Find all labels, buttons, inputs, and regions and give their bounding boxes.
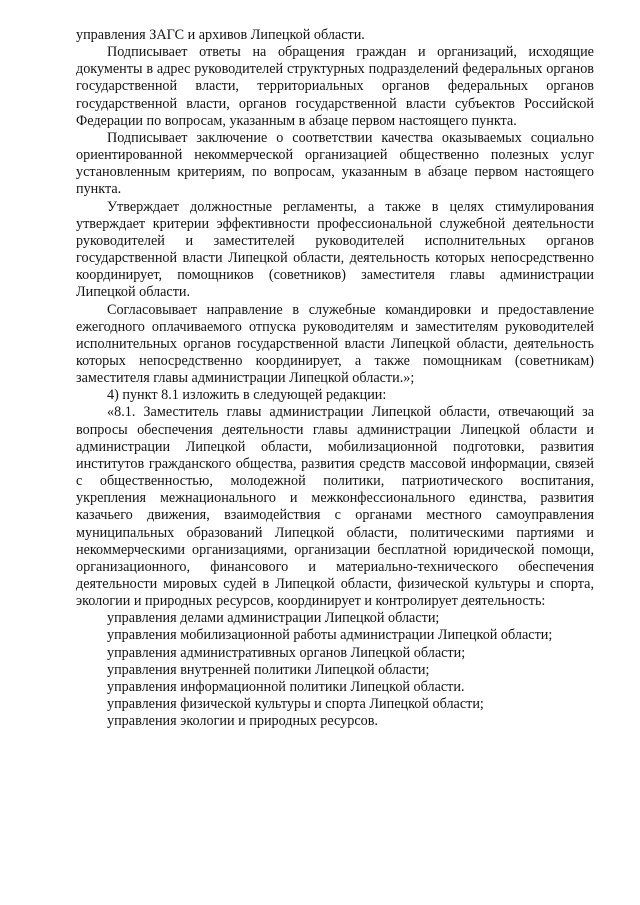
- list-item: управления внутренней политики Липецкой области;: [107, 661, 430, 678]
- paragraph-approve-trips: Согласовывает направление в служебные командировки и предоставление ежегодного оплачиваемого отпуска руководителям и заместителям руководителей исполнительных органов государственной власти Липецкой области, деятельность которых непосредственно координирует, а также помощникам (советникам) заместителя главы администрации Липецкой области.»;: [76, 301, 594, 387]
- paragraph-sign-responses: Подписывает ответы на обращения граждан и организаций, исходящие документы в адрес руководителей структурных подразделений федеральных органов государственной власти, территориальных органов федеральных органов государственной власти, органов государственной власти субъектов Российской Федерации по вопросам, указанным в абзаце первом настоящего пункта.: [76, 44, 594, 129]
- document-page: [76, 27, 594, 730]
- list-item: управления экологии и природных ресурсов.: [107, 713, 378, 730]
- paragraph-sign-conclusion: Подписывает заключение о соответствии качества оказываемых социально ориентированной некоммерческой организацией общественно полезных услуг установленным критериям, по вопросам, указанным в абзаце первом настоящего пункта.: [76, 129, 594, 198]
- paragraph-continuation: управления ЗАГС и архивов Липецкой области.: [76, 27, 365, 43]
- list-item: управления делами администрации Липецкой области;: [107, 610, 440, 627]
- paragraph-section-8-1: «8.1. Заместитель главы администрации Липецкой области, отвечающий за вопросы обеспечения деятельности главы администрации Липецкой области и администрации Липецкой области, мобилизационной подготовки, развития институтов гражданского общества, развития средств массовой информации, связей с общественностью, молодежной политики, патриотического воспитания, укрепления межнационального и межконфессионального единства, развития казачьего движения, взаимодействия с органами местного самоуправления муниципальных образований Липецкой области, политическими партиями и некоммерческими организациями, организации бесплатной юридической помощи, организационного, финансового и материально-технического обеспечения деятельности мировых судей в Липецкой области, физической культуры и спорта, экологии и природных ресурсов, координирует и контролирует деятельность:: [76, 404, 594, 610]
- list-item: управления физической культуры и спорта Липецкой области;: [107, 696, 484, 713]
- list-item: управления административных органов Липецкой области;: [107, 644, 466, 661]
- paragraph-item-4: 4) пункт 8.1 изложить в следующей редакции:: [107, 387, 387, 404]
- list-item: управления информационной политики Липецкой области.: [107, 678, 465, 695]
- paragraph-approve-regulations: Утверждает должностные регламенты, а также в целях стимулирования утверждает критерии эффективности профессиональной служебной деятельности руководителей и заместителей руководителей исполнительных органов государственной власти Липецкой области, деятельность которых непосредственно координирует, помощников (советников) заместителя главы администрации Липецкой области.: [76, 198, 594, 301]
- list-item: управления мобилизационной работы администрации Липецкой области;: [107, 627, 553, 644]
